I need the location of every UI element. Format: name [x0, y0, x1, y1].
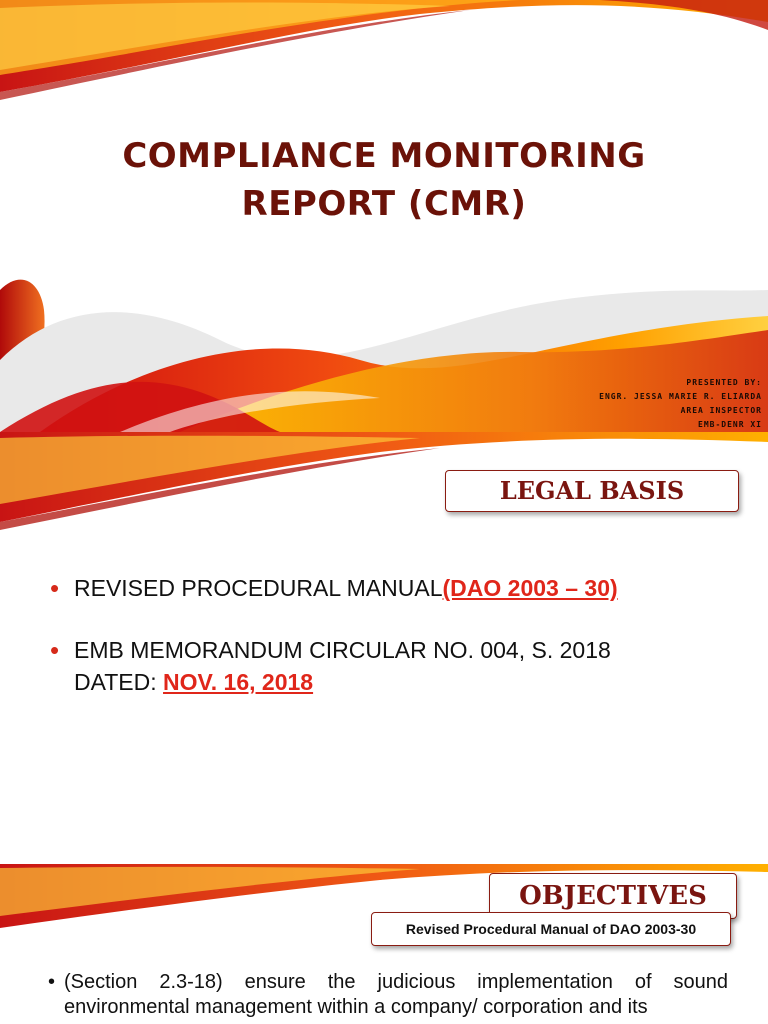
list-item [50, 634, 750, 698]
bullet-dot-icon: • [50, 573, 60, 603]
bullet-text: REVISED PROCEDURAL MANUAL [74, 575, 443, 601]
dao-reference: (DAO 2003 – 30) [442, 575, 618, 601]
presented-by-label: PRESENTED BY: [686, 378, 762, 387]
list-item [50, 572, 750, 604]
legal-basis-slide [0, 432, 768, 864]
bullet-dot-icon: • [48, 971, 56, 993]
presenter-info [599, 376, 762, 432]
title-line-2: REPORT (CMR) [241, 184, 527, 224]
objectives-subheading: Revised Procedural Manual of DAO 2003-30 [371, 912, 731, 946]
presenter-role: AREA INSPECTOR [680, 406, 762, 415]
dated-label: DATED: [74, 669, 164, 695]
legal-basis-list [50, 572, 750, 728]
circular-date: NOV. 16, 2018 [163, 669, 314, 695]
presenter-name: ENGR. JESSA MARIE R. ELIARDA [599, 392, 762, 401]
legal-basis-heading: LEGAL BASIS [445, 470, 739, 512]
title-line-1: COMPLIANCE MONITORING [122, 136, 646, 176]
objectives-heading: OBJECTIVES [489, 873, 737, 919]
objective-paragraph: (Section 2.3-18) ensure the judicious implementation of sound environmental management within a company/ corporation and its [64, 971, 728, 1018]
presentation-title [0, 132, 768, 228]
presenter-office: EMB-DENR XI [698, 420, 762, 429]
bullet-text: EMB MEMORANDUM CIRCULAR NO. 004, S. 2018 [74, 637, 611, 663]
objectives-slide [0, 864, 768, 1024]
bullet-dot-icon: • [50, 635, 60, 665]
title-slide [0, 0, 768, 432]
